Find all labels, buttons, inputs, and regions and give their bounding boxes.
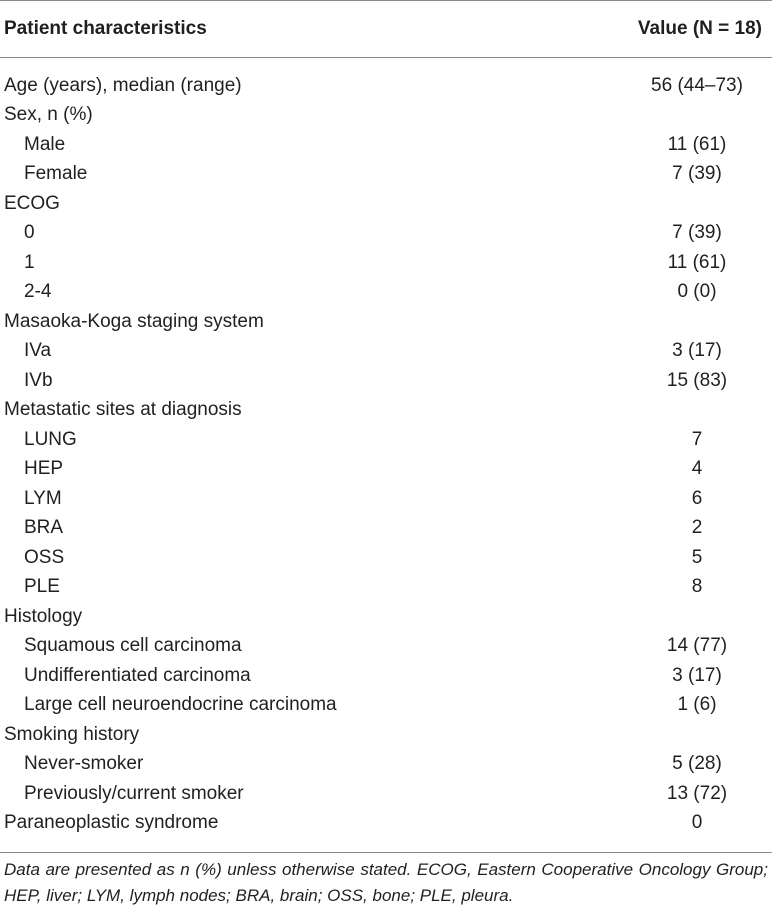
row-label: LYM bbox=[24, 487, 62, 509]
row-value: 4 bbox=[691, 458, 703, 480]
table-row bbox=[0, 661, 772, 691]
row-label: Male bbox=[24, 133, 66, 155]
row-value: 7 (39) bbox=[672, 222, 722, 244]
row-label: ECOG bbox=[4, 192, 60, 214]
table-header-row bbox=[0, 1, 772, 57]
row-label: IVa bbox=[24, 340, 52, 362]
row-value: 0 bbox=[691, 812, 703, 834]
row-value: 5 (28) bbox=[672, 753, 722, 775]
table-row bbox=[0, 573, 772, 603]
table-row bbox=[0, 160, 772, 190]
table-row bbox=[0, 514, 772, 544]
table-row bbox=[0, 101, 772, 131]
table-row bbox=[0, 543, 772, 573]
table-footnote: Data are presented as n (%) unless otherwise stated. ECOG, Eastern Cooperative Oncology Group; HEP, liver; LYM, lymph nodes; BRA, brain; OSS, bone; PLE, pleura. bbox=[4, 860, 768, 905]
row-label: Female bbox=[24, 163, 88, 185]
row-label: Age (years), median (range) bbox=[4, 74, 242, 96]
table-row bbox=[0, 71, 772, 101]
row-value: 2 bbox=[691, 517, 703, 539]
row-label: IVb bbox=[24, 369, 53, 391]
row-label: Previously/current smoker bbox=[24, 782, 244, 804]
table-row bbox=[0, 809, 772, 839]
row-value: 3 (17) bbox=[672, 664, 722, 686]
table-row bbox=[0, 219, 772, 249]
table-row bbox=[0, 366, 772, 396]
header-value: Value (N = 18) bbox=[637, 18, 762, 39]
row-value: 7 (39) bbox=[672, 163, 722, 185]
row-label: 2-4 bbox=[24, 281, 52, 303]
table-row bbox=[0, 337, 772, 367]
row-label: HEP bbox=[24, 458, 64, 480]
table-body bbox=[0, 58, 772, 838]
row-label: BRA bbox=[24, 517, 64, 539]
row-label: PLE bbox=[24, 576, 60, 598]
table-row bbox=[0, 396, 772, 426]
table-row bbox=[0, 484, 772, 514]
row-label: Squamous cell carcinoma bbox=[24, 635, 242, 657]
row-label: Smoking history bbox=[4, 723, 140, 745]
row-value: 8 bbox=[691, 576, 703, 598]
row-label: 0 bbox=[24, 222, 35, 244]
row-value: 11 (61) bbox=[667, 133, 727, 155]
row-label: Sex, n (%) bbox=[4, 104, 93, 126]
row-label: Undifferentiated carcinoma bbox=[24, 664, 251, 686]
row-label: 1 bbox=[24, 251, 35, 273]
row-value: 7 bbox=[691, 428, 703, 450]
table-row bbox=[0, 455, 772, 485]
row-value: 0 (0) bbox=[677, 281, 717, 303]
row-label: Metastatic sites at diagnosis bbox=[4, 399, 242, 421]
table-row bbox=[0, 779, 772, 809]
row-label: Histology bbox=[4, 605, 83, 627]
row-label: Paraneoplastic syndrome bbox=[4, 812, 219, 834]
table-row bbox=[0, 307, 772, 337]
table-row bbox=[0, 189, 772, 219]
row-label: Masaoka-Koga staging system bbox=[4, 310, 264, 332]
row-value: 15 (83) bbox=[666, 369, 728, 391]
row-value: 11 (61) bbox=[667, 251, 727, 273]
row-value: 6 bbox=[691, 487, 703, 509]
row-value: 56 (44–73) bbox=[651, 74, 743, 96]
table-row bbox=[0, 602, 772, 632]
row-value: 1 (6) bbox=[677, 694, 717, 716]
row-value: 5 bbox=[691, 546, 703, 568]
header-characteristic: Patient characteristics bbox=[4, 18, 207, 39]
row-label: Never-smoker bbox=[24, 753, 144, 775]
table-row bbox=[0, 278, 772, 308]
row-value: 14 (77) bbox=[666, 635, 728, 657]
table-row bbox=[0, 750, 772, 780]
table-row bbox=[0, 130, 772, 160]
table-row bbox=[0, 720, 772, 750]
table-row bbox=[0, 632, 772, 662]
row-label: OSS bbox=[24, 546, 65, 568]
row-label: Large cell neuroendocrine carcinoma bbox=[24, 694, 337, 716]
row-value: 13 (72) bbox=[666, 782, 728, 804]
table-row bbox=[0, 425, 772, 455]
row-label: LUNG bbox=[24, 428, 77, 450]
row-value: 3 (17) bbox=[672, 340, 722, 362]
table-row bbox=[0, 248, 772, 278]
table-row bbox=[0, 691, 772, 721]
